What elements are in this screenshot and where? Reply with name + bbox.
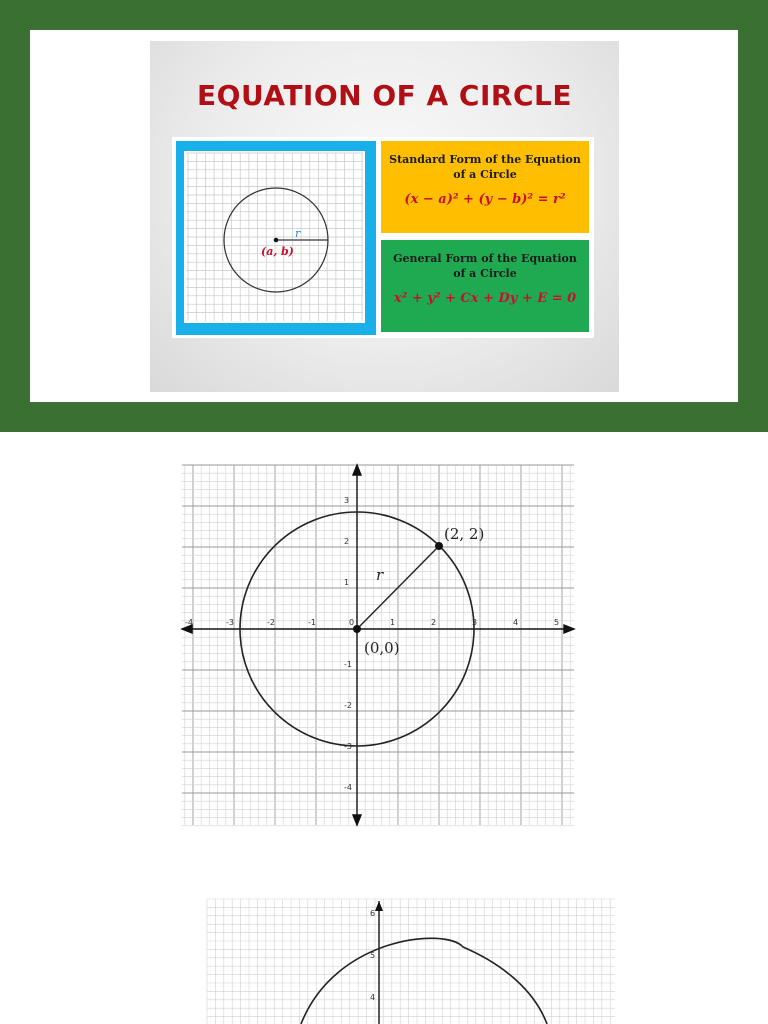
x-axis-right-arrow bbox=[564, 625, 574, 633]
y-axis-down-arrow bbox=[353, 815, 361, 825]
x-tick-label: 2 bbox=[431, 618, 437, 627]
x-tick-label: 1 bbox=[390, 618, 396, 627]
y-axis-up-arrow bbox=[353, 465, 361, 475]
x-tick-label: -3 bbox=[226, 618, 234, 627]
circle-arc bbox=[301, 938, 547, 1024]
point-label: (2, 2) bbox=[444, 525, 485, 543]
y-tick-label: 1 bbox=[344, 578, 350, 587]
small-circle-graph bbox=[184, 151, 365, 323]
y-axis-up-arrow bbox=[375, 901, 383, 911]
radius-label: r bbox=[376, 566, 384, 584]
general-form-box bbox=[381, 240, 589, 332]
circle-graph-partial bbox=[205, 897, 617, 1024]
x-tick-label: -2 bbox=[267, 618, 275, 627]
circle-graph-origin bbox=[180, 463, 576, 827]
y-tick-label: -2 bbox=[344, 701, 352, 710]
x-tick-label: 5 bbox=[554, 618, 560, 627]
x-tick-label: -4 bbox=[185, 618, 193, 627]
y-tick-label: -4 bbox=[344, 783, 352, 792]
x-tick-label: 3 bbox=[472, 618, 478, 627]
y-tick-label: 2 bbox=[344, 537, 350, 546]
y-tick-label: 5 bbox=[370, 951, 376, 960]
origin-label: (0,0) bbox=[364, 639, 400, 657]
radius-label: r bbox=[295, 227, 301, 240]
point-2-2 bbox=[435, 542, 443, 550]
y-tick-label: 6 bbox=[370, 909, 376, 918]
standard-form-heading: Standard Form of the Equation of a Circle bbox=[389, 153, 581, 181]
y-tick-label: 4 bbox=[370, 993, 376, 1002]
y-tick-label: -3 bbox=[344, 742, 352, 751]
y-tick-label: 3 bbox=[344, 496, 350, 505]
center-label: (a, b) bbox=[261, 245, 294, 258]
general-form-heading: General Form of the Equation of a Circle bbox=[393, 252, 577, 280]
standard-form-box bbox=[381, 141, 589, 233]
slide-title: EQUATION OF A CIRCLE bbox=[197, 79, 572, 112]
x-tick-label: 0 bbox=[349, 618, 355, 627]
x-tick-label: -1 bbox=[308, 618, 316, 627]
origin-point bbox=[353, 625, 361, 633]
standard-form-equation: (x − a)² + (y − b)² = r² bbox=[404, 192, 566, 207]
general-form-equation: x² + y² + Cx + Dy + E = 0 bbox=[393, 291, 577, 306]
center-point bbox=[274, 238, 279, 243]
y-tick-label: -1 bbox=[344, 660, 352, 669]
x-tick-label: 4 bbox=[513, 618, 519, 627]
